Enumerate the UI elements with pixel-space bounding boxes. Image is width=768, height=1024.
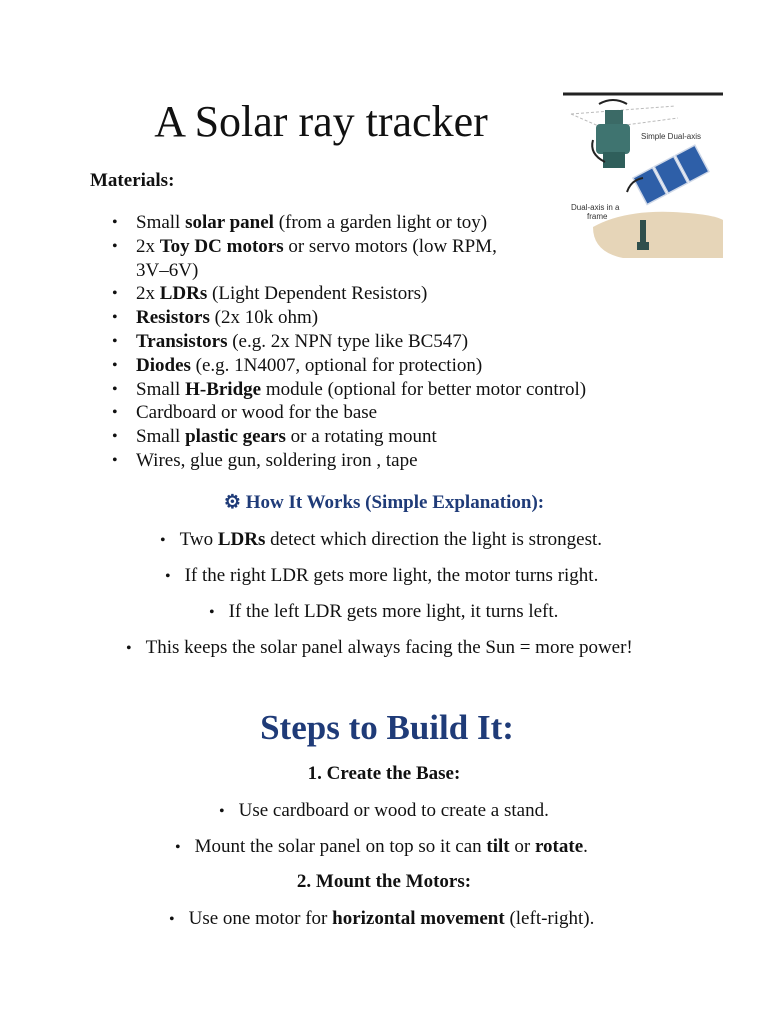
bullet-icon: • xyxy=(126,640,132,657)
steps-heading: Steps to Build It: xyxy=(260,708,514,747)
bullet-icon: • xyxy=(112,404,118,422)
bullet-icon: • xyxy=(112,237,118,255)
list-item: • Two LDRs detect which direction the light is strongest. xyxy=(160,529,603,550)
bullet-icon: • xyxy=(165,568,171,585)
svg-text:frame: frame xyxy=(587,212,608,221)
list-item: • If the right LDR gets more light, the motor turns right. xyxy=(165,565,599,586)
list-item: • Small plastic gears or a rotating mount xyxy=(112,426,437,448)
bullet-icon: • xyxy=(112,285,118,303)
bullet-icon: • xyxy=(112,428,118,446)
step-1-heading: 1. Create the Base: xyxy=(307,763,461,784)
list-item: • Transistors (e.g. 2x NPN type like BC547) xyxy=(112,330,469,352)
list-item: • 2x LDRs (Light Dependent Resistors) xyxy=(112,283,428,305)
list-item: • Small H-Bridge module (optional for better motor control) xyxy=(112,378,587,400)
bullet-icon: • xyxy=(112,332,118,350)
list-item: • Small solar panel (from a garden light or toy) xyxy=(112,212,488,233)
gear-icon: ⚙ xyxy=(223,492,241,513)
bullet-icon: • xyxy=(209,604,215,621)
bullet-icon: • xyxy=(169,911,175,928)
solar-tracker-illustration xyxy=(563,92,723,258)
illustration-label-top: Simple Dual-axis xyxy=(641,132,702,141)
list-item: • Use cardboard or wood to create a stand. xyxy=(219,800,549,821)
bullet-icon: • xyxy=(112,309,118,327)
materials-heading: Materials: xyxy=(90,170,175,191)
bullet-icon: • xyxy=(160,532,166,549)
list-item: • This keeps the solar panel always facing the Sun = more power! xyxy=(126,637,633,658)
bullet-icon: • xyxy=(112,451,118,469)
bullet-icon: • xyxy=(175,839,181,856)
step-2-heading: 2. Mount the Motors: xyxy=(296,871,472,892)
list-item: • Use one motor for horizontal movement (left-right). xyxy=(169,908,595,929)
list-item: • If the left LDR gets more light, it turns left. xyxy=(209,601,559,622)
bullet-icon: • xyxy=(112,380,118,398)
svg-text:Dual-axis in a: Dual-axis in a xyxy=(571,203,620,212)
materials-list xyxy=(112,211,586,473)
list-item: • 2x Toy DC motors or servo motors (low RPM, 3V–6V) xyxy=(112,235,497,281)
page-title: A Solar ray tracker xyxy=(154,97,488,146)
how-it-works-heading: ⚙ How It Works (Simple Explanation): xyxy=(223,492,545,513)
list-item: • Mount the solar panel on top so it can tilt or rotate. xyxy=(175,836,588,857)
list-item: • Resistors (2x 10k ohm) xyxy=(112,307,319,329)
bullet-icon: • xyxy=(112,214,118,231)
bullet-icon: • xyxy=(219,803,225,820)
list-item: • Cardboard or wood for the base xyxy=(112,402,378,424)
list-item: • Wires, glue gun, soldering iron , tape xyxy=(112,449,418,471)
list-item: • Diodes (e.g. 1N4007, optional for protection) xyxy=(112,354,483,376)
bullet-icon: • xyxy=(112,356,118,374)
